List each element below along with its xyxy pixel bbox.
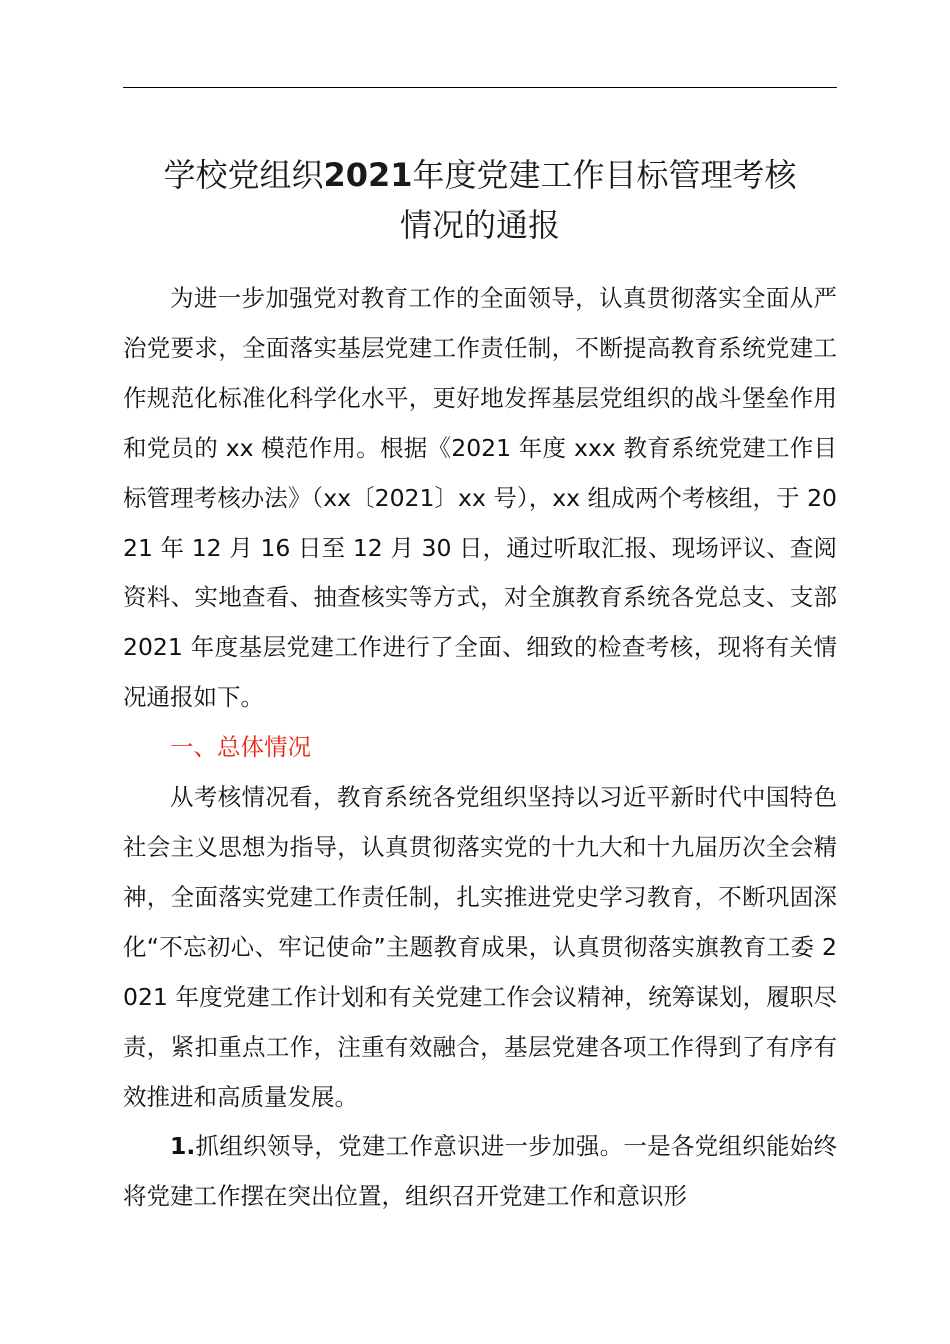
title-part1: 学校党组织 <box>163 156 324 194</box>
item-number: 1. <box>170 1132 196 1161</box>
item-text: 抓组织领导，党建工作意识进一步加强。一是各党组织能始终将党建工作摆在突出位置，组织召开党建工作和意识形 <box>123 1132 837 1211</box>
document-body <box>123 274 837 1222</box>
document-title <box>110 150 850 250</box>
intro-paragraph: 为进一步加强党对教育工作的全面领导，认真贯彻落实全面从严治党要求，全面落实基层党建工作责任制，不断提高教育系统党建工作规范化标准化科学化水平，更好地发挥基层党组织的战斗堡垒作用和党员的 xx 模范作用。根据《2021 年度 xxx 教育系统党建工作目标管理考核办法》（xx〔2021〕xx 号），xx 组成两个考核组，于 2021 年 12 月 16 日至 12 月 30 日，通过听取汇报、现场评议、查阅资料、实地查看、抽查核实等方式，对全旗教育系统各党总支、支部 2021 年度基层党建工作进行了全面、细致的检查考核，现将有关情况通报如下。 <box>123 284 837 712</box>
header-rule <box>123 87 837 88</box>
item-paragraph-1 <box>123 1122 837 1222</box>
overview-paragraph: 从考核情况看，教育系统各党组织坚持以习近平新时代中国特色社会主义思想为指导，认真贯彻落实党的十九大和十九届历次全会精神，全面落实党建工作责任制，扎实推进党史学习教育，不断巩固深化“不忘初心、牢记使命”主题教育成果，认真贯彻落实旗教育工委 2021 年度党建工作计划和有关党建工作会议精神，统筹谋划，履职尽责，紧扣重点工作，注重有效融合，基层党建各项工作得到了有序有效推进和高质量发展。 <box>123 783 837 1111</box>
title-part2: 年度党建工作目标管理考核 <box>412 156 797 194</box>
section-heading-overview: 一、总体情况 <box>170 733 311 762</box>
title-line2: 情况的通报 <box>399 206 560 244</box>
title-year: 2021 <box>323 156 413 194</box>
